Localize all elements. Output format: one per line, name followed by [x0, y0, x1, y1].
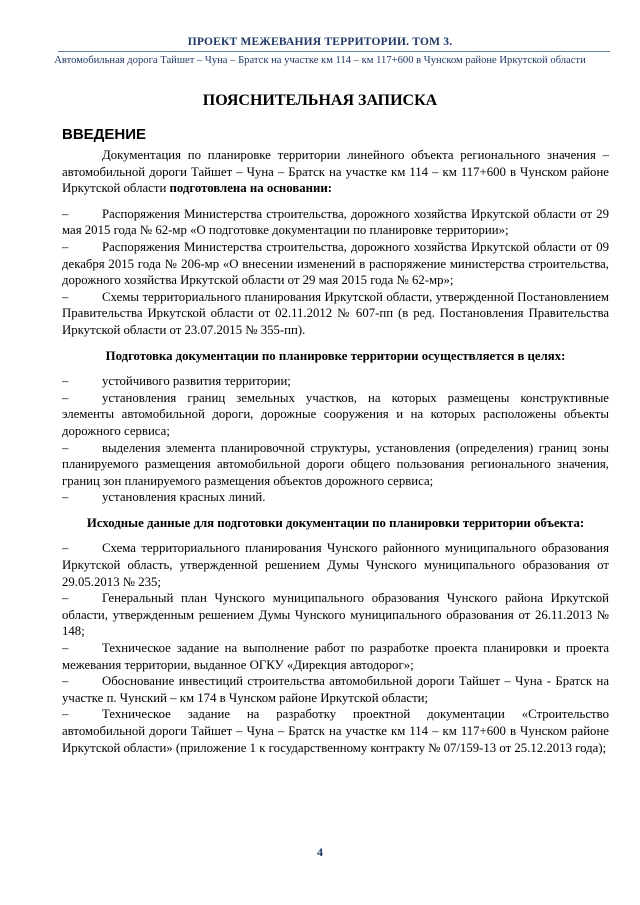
list-item — [62, 206, 609, 239]
source-item-3: Техническое задание на выполнение работ по разработке проекта планировки и проекта межевания территории, выданное ОГКУ «Дирекция автодорог»; — [62, 641, 609, 672]
basis-item-1: Распоряжения Министерства строительства, дорожного хозяйства Иркутской области от 29 мая 2015 года № 62-мр «О подготовке документации по планировке территории»; — [62, 206, 609, 238]
basis-item-3: Схемы территориального планирования Иркутской области, утвержденной Постановлением Правительства Иркутской области от 02.11.2012 № 607-пп (в ред. Постановления Правительства Иркутской области от 23.07.2015 № 355-пп). — [62, 289, 609, 337]
intro-text: Документация по планировке территории линейного объекта регионального значения – автомобильной дороги Тайшет – Чуна – Братск на участке км 114 – км 117+600 в Чунском районе Иркутской области — [62, 148, 609, 196]
list-item — [62, 289, 609, 339]
running-header-subtitle: Автомобильная дорога Тайшет – Чуна – Братск на участке км 114 – км 117+600 в Чунском районе Иркутской области — [54, 55, 586, 66]
document-title: ПОЯСНИТЕЛЬНАЯ ЗАПИСКА — [202, 92, 438, 109]
list-item — [62, 640, 609, 673]
list-dash: – — [62, 591, 69, 606]
goal-item-3: выделения элемента планировочной структуры, установления (определения) границ зоны планируемого размещения автомобильной дороги общего пользования регионального значения, границ зон планируемого размещения объектов дорожного сервиса; — [62, 440, 609, 488]
list-dash: – — [62, 206, 69, 221]
list-dash: – — [62, 239, 69, 254]
list-item — [62, 706, 609, 756]
list-dash: – — [62, 541, 69, 556]
list-item — [62, 540, 609, 590]
list-dash: – — [62, 374, 69, 389]
goals-heading: Подготовка документации по планировке территории осуществляется в целях: — [105, 348, 566, 363]
list-item — [62, 390, 609, 440]
list-dash: – — [62, 707, 69, 722]
source-item-5: Техническое задание на разработку проектной документации «Строительство автомобильной дороги Тайшет – Чуна – Братск на участке км 114 – км 117+600 в Чунском районе Иркутской области» (приложение 1 к государственному контракту № 07/159-13 от 25.12.2013 года); — [62, 707, 609, 755]
section-title: ВВЕДЕНИЕ — [62, 126, 146, 143]
list-dash: – — [62, 440, 69, 455]
document-body — [62, 147, 609, 756]
list-item — [62, 239, 609, 289]
list-dash: – — [62, 490, 69, 505]
list-item — [62, 373, 609, 390]
goal-item-1: устойчивого развития территории; — [102, 374, 291, 389]
page-number: 4 — [317, 845, 323, 859]
intro-bold: подготовлена на основании: — [169, 181, 333, 196]
list-dash: – — [62, 674, 69, 689]
list-dash: – — [62, 289, 69, 304]
list-item — [62, 489, 609, 506]
source-item-1: Схема территориального планирования Чунского районного муниципального образования Иркутской область, утвержденной решением Думы Чунского муниципального образования от 29.05.2013 № 235; — [62, 541, 609, 589]
goal-item-4: установления красных линий. — [102, 490, 266, 505]
source-item-2: Генеральный план Чунского муниципального образования Чунского района Иркутской области, утвержденным решением Думы Чунского муниципального образования от 26.11.2013 № 148; — [62, 591, 609, 639]
intro-paragraph — [62, 147, 609, 197]
basis-item-2: Распоряжения Министерства строительства, дорожного хозяйства Иркутской области от 09 декабря 2015 года № 206-мр «О внесении изменений в распоряжение министерства строительства, дорожного хозяйства Иркутской области от 29 мая 2015 года № 62-мр»; — [62, 239, 609, 288]
running-header-title: ПРОЕКТ МЕЖЕВАНИЯ ТЕРРИТОРИИ. ТОМ 3. — [187, 36, 453, 48]
list-item — [62, 673, 609, 706]
list-dash: – — [62, 641, 69, 656]
list-item — [62, 590, 609, 640]
list-dash: – — [62, 390, 69, 405]
goal-item-2: установления границ земельных участков, на которых размещены конструктивные элементы автомобильной дороги, дорожные сооружения и на которых расположены объекты дорожного сервиса; — [62, 390, 609, 438]
source-heading: Исходные данные для подготовки документации по планировки территории объекта: — [86, 515, 585, 530]
header-divider — [58, 51, 610, 52]
list-item — [62, 440, 609, 490]
source-item-4: Обоснование инвестиций строительства автомобильной дороги Тайшет – Чуна - Братск на участке п. Чунский – км 174 в Чунском районе Иркутской области; — [62, 674, 609, 705]
